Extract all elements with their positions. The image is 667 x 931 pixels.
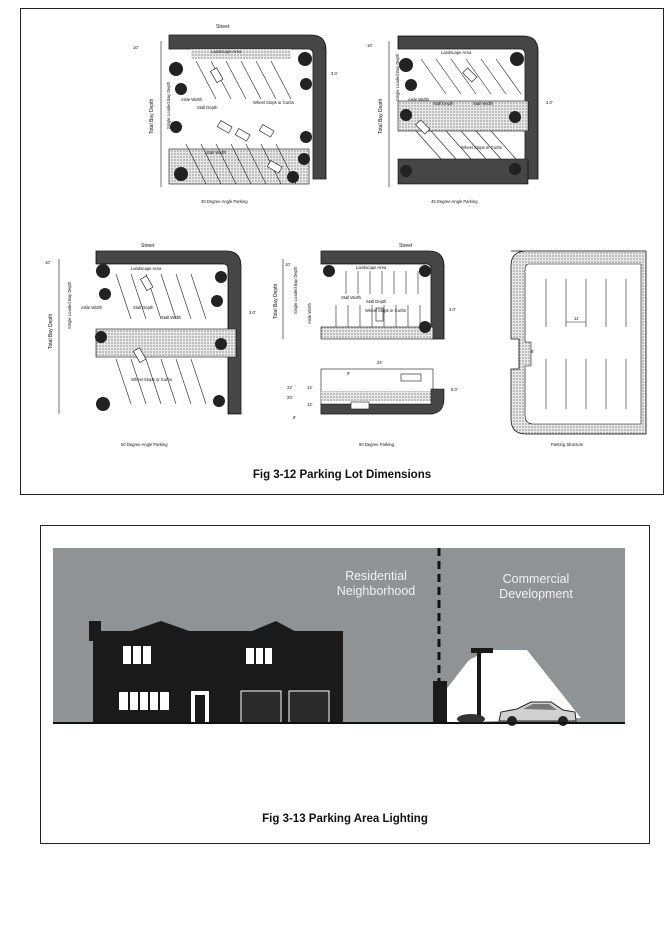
dim-14-label: 14' — [307, 385, 313, 390]
single-loaded-label: Single Loaded Bay Depth — [166, 81, 171, 129]
stall-width-label: Stall Width — [206, 150, 227, 155]
layout-parking-structure — [511, 251, 646, 447]
total-bay-depth-label: Total Bay Depth — [273, 283, 279, 319]
residential-line2: Neighborhood — [336, 584, 416, 598]
lighting-scene — [41, 526, 649, 726]
total-bay-depth-label: Total Bay Depth — [149, 98, 155, 134]
screen-wall — [433, 681, 447, 723]
stall-depth-label: Stall Depth — [366, 299, 387, 304]
single-loaded-label: Single Loaded Bay Depth — [293, 266, 298, 314]
title-45-degree: 45 Degree Angle Parking — [431, 199, 478, 204]
dim-24-label: 24' — [377, 360, 383, 365]
landscape-area-label: Landscape Area — [211, 49, 242, 54]
street-label: Street — [216, 24, 230, 30]
single-loaded-label: Single Loaded Bay Depth — [67, 281, 72, 329]
light-pole — [477, 652, 481, 722]
layout-60-degree — [45, 243, 256, 447]
dim-3-label: 3.0' — [249, 310, 256, 315]
landscape-area-label: Landscape Area — [131, 266, 162, 271]
stall-depth-label: Stall Depth — [197, 105, 218, 110]
wheel-stops-label: Wheel Stops or Curbs — [461, 145, 502, 150]
landscape-area-label: Landscape Area — [441, 50, 472, 55]
stall-width-label: Stall Width — [341, 295, 362, 300]
dim-3-label: 3.0' — [546, 100, 553, 105]
dim-10-label: 10' — [367, 43, 373, 48]
figure-parking-lot-dimensions — [20, 8, 664, 495]
dim-5-label: 5.0' — [451, 387, 458, 392]
total-bay-depth-label: Total Bay Depth — [378, 98, 384, 134]
commercial-line1: Commercial — [502, 572, 570, 586]
aisle-width-label: Aisle Width — [307, 303, 312, 324]
figure-caption: Fig 3-13 Parking Area Lighting — [262, 813, 428, 825]
dim-11-label: 11' — [574, 316, 580, 321]
dim-10-label: 10' — [285, 262, 291, 267]
stall-width-label: Stall Width — [473, 101, 494, 106]
layout-30-degree — [133, 24, 338, 204]
landscape-area-label: Landscape Area — [356, 265, 387, 270]
title-60-degree: 60 Degree Angle Parking — [121, 442, 168, 447]
total-bay-depth-label: Total Bay Depth — [48, 313, 54, 349]
parking-layouts-diagram — [21, 9, 663, 464]
street-label: Street — [141, 243, 155, 249]
aisle-width-label: Aisle Width — [408, 97, 429, 102]
house-icon — [89, 621, 343, 723]
dim-20-label: 20' — [287, 395, 293, 400]
dim-9-label: 9' — [347, 371, 351, 376]
wheel-stops-label: Wheel Stops or Curbs — [131, 377, 172, 382]
commercial-line2: Development — [499, 587, 573, 601]
title-30-degree: 30 Degree Angle Parking — [201, 199, 248, 204]
stall-depth-label: Stall Depth — [133, 305, 154, 310]
wheel-stops-label: Wheel Stops or Curbs — [253, 100, 294, 105]
residential-line1: Residential — [345, 569, 407, 583]
figure-caption: Fig 3-12 Parking Lot Dimensions — [252, 469, 432, 481]
title-parking-structure: Parking Structure — [551, 442, 584, 447]
light-fixture — [471, 648, 493, 653]
dim-12-label: 12' — [307, 402, 313, 407]
residential-label — [321, 569, 431, 599]
dim-8-label: 8' — [293, 415, 297, 420]
dim-8-label: 8' — [531, 349, 535, 354]
aisle-width-label: Aisle Width — [181, 97, 202, 102]
dim-10-label: 10' — [45, 260, 51, 265]
dim-22-label: 22' — [287, 385, 293, 390]
dim-3-label: 3.0' — [449, 307, 456, 312]
single-loaded-label: Single Loaded Bay Depth — [395, 53, 400, 101]
dim-10-label: 10' — [133, 45, 139, 50]
dim-3-label: 3.0' — [331, 71, 338, 76]
title-90-degree: 90 Degree Parking — [359, 442, 394, 447]
wheel-stops-label: Wheel Stops or Curbs — [365, 308, 406, 313]
commercial-label — [481, 572, 591, 602]
aisle-width-label: Aisle Width — [81, 305, 102, 310]
layout-90-degree — [273, 243, 458, 447]
street-label: Street — [399, 243, 413, 249]
figure-parking-area-lighting — [40, 525, 650, 844]
stall-depth-label: Stall Depth — [433, 101, 454, 106]
layout-45-degree — [367, 36, 553, 204]
stall-width-label: Stall Width — [161, 315, 182, 320]
